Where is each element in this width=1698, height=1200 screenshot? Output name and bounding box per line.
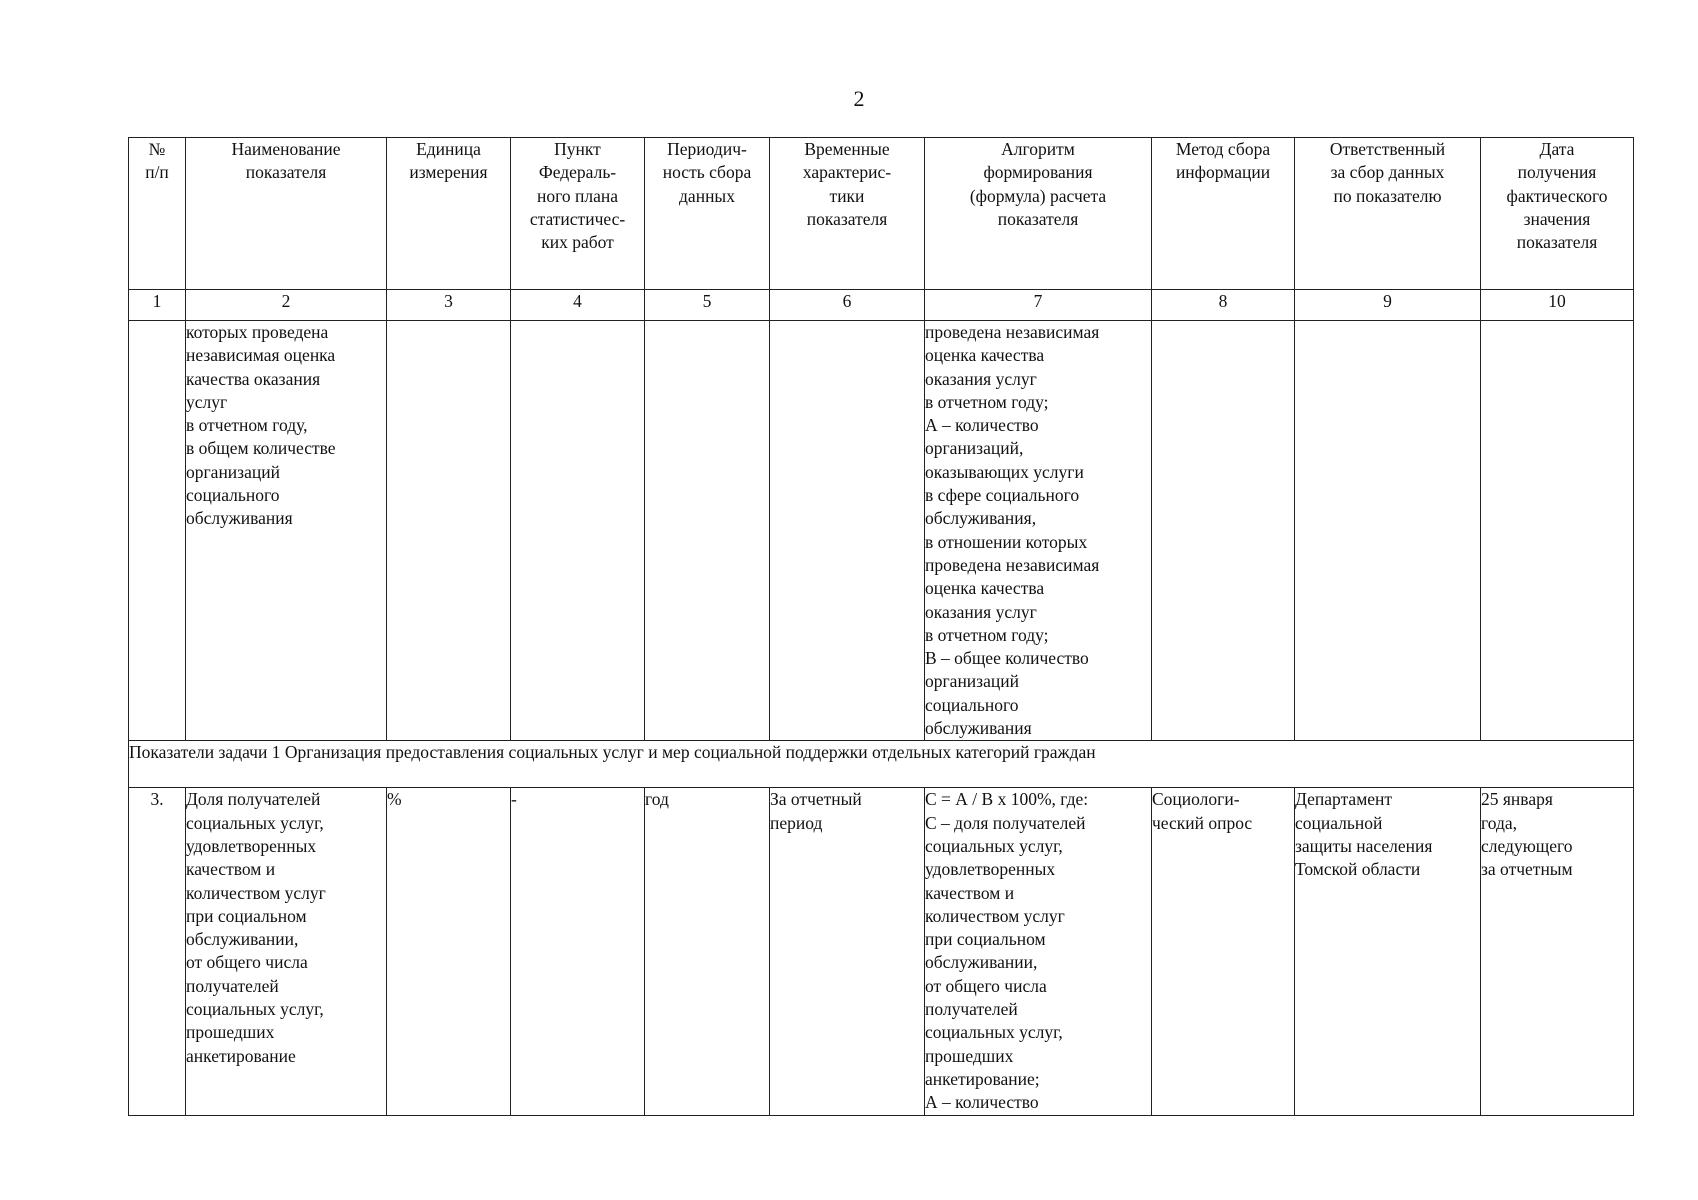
column-number: 10	[1481, 290, 1634, 321]
header-cell: Временные характерис- тики показателя	[770, 138, 925, 290]
indicator-name-cell: Доля получателей социальных услуг, удовлетворенных качеством и количеством услуг при социальном обслуживании, от общего числа получателей социальных услуг, прошедших анкетирование	[186, 788, 387, 1115]
periodicity-cell: год	[645, 788, 770, 1115]
column-number: 9	[1295, 290, 1481, 321]
unit-cell: %	[387, 788, 511, 1115]
column-number: 3	[387, 290, 511, 321]
responsible-cell	[1295, 321, 1481, 741]
column-number: 2	[186, 290, 387, 321]
header-cell: Алгоритм формирования (формула) расчета показателя	[925, 138, 1152, 290]
date-cell	[1481, 321, 1634, 741]
table-header-row	[129, 138, 1634, 290]
header-cell: Пункт Федераль- ного плана статистичес- ких работ	[511, 138, 645, 290]
algorithm-cell: С = А / В х 100%, где: С – доля получателей социальных услуг, удовлетворенных качеством и количеством услуг при социальном обслуживании, от общего числа получателей социальных услуг, прошедших анкетирование; А – количество	[925, 788, 1152, 1115]
date-cell: 25 января года, следующего за отчетным	[1481, 788, 1634, 1115]
time-cell: За отчетный период	[770, 788, 925, 1115]
column-number-row	[129, 290, 1634, 321]
column-number: 6	[770, 290, 925, 321]
time-cell	[770, 321, 925, 741]
page-number: 2	[853, 86, 865, 111]
row-number-cell: 3.	[129, 788, 186, 1115]
header-cell: Наименование показателя	[186, 138, 387, 290]
periodicity-cell	[645, 321, 770, 741]
column-number: 1	[129, 290, 186, 321]
fpsr-cell	[511, 321, 645, 741]
header-cell: Дата получения фактического значения показателя	[1481, 138, 1634, 290]
unit-cell	[387, 321, 511, 741]
header-cell: Ответственный за сбор данных по показателю	[1295, 138, 1481, 290]
algorithm-cell: проведена независимая оценка качества оказания услуг в отчетном году; А – количество организаций, оказывающих услуги в сфере социального обслуживания, в отношении которых проведена независимая оценка качества оказания услуг в отчетном году; В – общее количество организаций социального обслуживания	[925, 321, 1152, 741]
column-number: 4	[511, 290, 645, 321]
table-row	[129, 788, 1634, 1115]
row-number-cell	[129, 321, 186, 741]
column-number: 5	[645, 290, 770, 321]
table-row	[129, 321, 1634, 741]
fpsr-cell: -	[511, 788, 645, 1115]
header-cell: Единица измерения	[387, 138, 511, 290]
indicator-name-cell: которых проведена независимая оценка качества оказания услуг в отчетном году, в общем количестве организаций социального обслуживания	[186, 321, 387, 741]
indicators-table	[128, 137, 1634, 1116]
header-cell: Периодич- ность сбора данных	[645, 138, 770, 290]
method-cell: Социологи- ческий опрос	[1152, 788, 1295, 1115]
header-cell: № п/п	[129, 138, 186, 290]
section-row	[129, 741, 1634, 788]
column-number: 8	[1152, 290, 1295, 321]
responsible-cell: Департамент социальной защиты населения Томской области	[1295, 788, 1481, 1115]
section-title: Показатели задачи 1 Организация предоставления социальных услуг и мер социальной поддержки отдельных категорий граждан	[129, 741, 1634, 788]
header-cell: Метод сбора информации	[1152, 138, 1295, 290]
column-number: 7	[925, 290, 1152, 321]
method-cell	[1152, 321, 1295, 741]
